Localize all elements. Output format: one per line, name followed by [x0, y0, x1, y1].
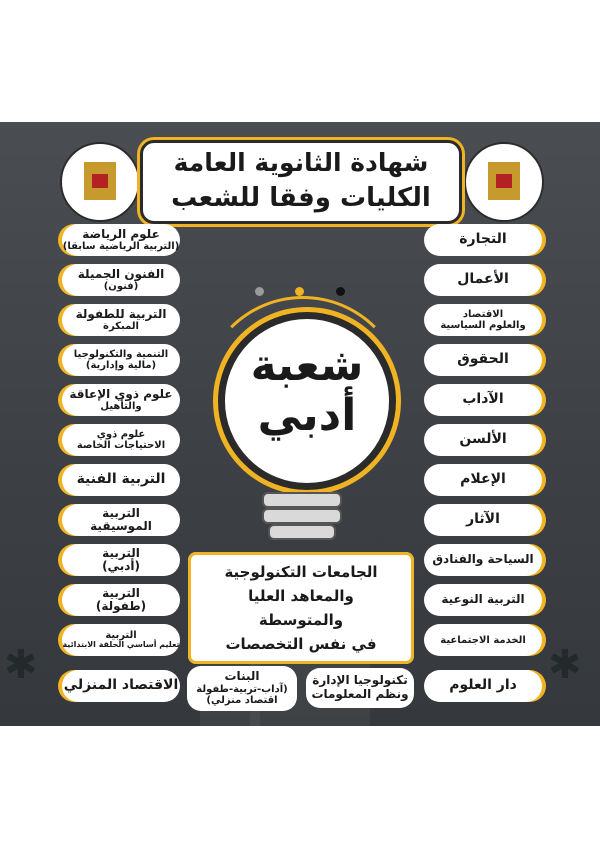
faculty-sub: اقتصاد منزلي) [206, 695, 278, 707]
faculty-left-7 [62, 464, 180, 496]
logo-left [60, 142, 140, 222]
faculty-left-9 [62, 544, 180, 576]
dot-black [336, 287, 345, 296]
info-line-1: الجامعات التكنولوجية [224, 563, 378, 581]
faculty-sub: الموسيقية [90, 519, 152, 533]
faculty-name: علوم ذوي [96, 429, 146, 440]
faculty-name: التربية الفنية [76, 471, 166, 488]
faculty-left-3 [62, 304, 180, 336]
bulb-word-1: شعبة [250, 340, 364, 391]
info-line-3: والمتوسطة [258, 611, 344, 629]
faculty-name: دار العلوم [449, 677, 517, 694]
faculty-name: الأعمال [457, 271, 509, 288]
shield-icon [92, 174, 108, 188]
logo-right [464, 142, 544, 222]
faculty-name: تكنولوجيا الإدارة [312, 673, 408, 688]
title-line-2: الكليات وفقا للشعب [171, 183, 431, 213]
palm-tree-icon: ✱ [548, 642, 582, 688]
faculty-name: التجارة [459, 231, 507, 248]
faculty-right-9 [424, 544, 542, 576]
faculty-left-12 [62, 670, 180, 702]
faculty-management-tech [306, 668, 414, 708]
faculty-sub: ونظم المعلومات [311, 687, 409, 701]
faculty-sub: (التربية الرياضية سابقا) [62, 241, 180, 253]
faculty-name: الآداب [462, 391, 504, 408]
faculty-name: التربية [105, 630, 137, 642]
faculty-name: الحقوق [457, 351, 509, 368]
info-line-2: والمعاهد العليا [248, 587, 354, 605]
faculty-name: التربية [102, 585, 140, 600]
faculty-name: الألسن [459, 431, 507, 448]
title-line-1: شهادة الثانوية العامة [173, 148, 429, 177]
faculty-name: البنات [224, 669, 260, 684]
faculty-sub: المبكرة [103, 321, 139, 333]
faculty-name: التربية [102, 545, 140, 560]
faculty-left-6 [62, 424, 180, 456]
shield-icon [496, 174, 512, 188]
faculty-right-1 [424, 224, 542, 256]
faculty-sub: والعلوم السياسية [440, 320, 526, 331]
faculty-left-5 [62, 384, 180, 416]
faculty-right-7 [424, 464, 542, 496]
faculty-name: التنمية والتكنولوجيا [73, 349, 169, 360]
title-box [140, 140, 462, 224]
faculty-name: الاقتصاد المنزلي [63, 677, 179, 694]
faculty-right-6 [424, 424, 542, 456]
faculty-name: علوم ذوي الإعاقة [69, 386, 173, 401]
faculty-sub: (أدبي) [102, 559, 140, 573]
bulb-word-2: أدبي [257, 390, 357, 441]
bulb-base-ring [268, 524, 336, 540]
faculty-right-2 [424, 264, 542, 296]
faculty-name: الخدمة الاجتماعية [440, 634, 526, 646]
faculty-left-1 [62, 224, 180, 256]
bulb [218, 312, 396, 490]
faculty-sub: (طفولة) [95, 599, 147, 613]
faculty-name: الفنون الجميلة [77, 266, 165, 281]
faculty-right-8 [424, 504, 542, 536]
poster [0, 122, 600, 726]
faculty-left-10 [62, 584, 180, 616]
faculty-right-3 [424, 304, 542, 336]
faculty-name: الآثار [466, 511, 500, 528]
faculty-girls [187, 666, 297, 711]
faculty-right-5 [424, 384, 542, 416]
faculty-sub: (آداب-تربية-طفولة [196, 683, 288, 695]
palm-tree-icon: ✱ [4, 642, 38, 688]
faculty-right-10 [424, 584, 542, 616]
faculty-sub: تعليم أساسي الحلقة الابتدائية [62, 640, 180, 650]
faculty-sub: (مالية وإدارية) [85, 360, 157, 371]
faculty-sub: الاحتياجات الخاصة [76, 440, 166, 451]
faculty-name: التربية للطفولة [75, 306, 167, 321]
faculty-name: علوم الرياضة [82, 226, 160, 241]
faculty-name: الاقتصاد [462, 309, 504, 320]
faculty-right-4 [424, 344, 542, 376]
faculty-left-8 [62, 504, 180, 536]
info-line-4: في نفس التخصصات [225, 635, 377, 653]
faculty-right-12 [424, 670, 542, 702]
faculty-name: التربية النوعية [441, 592, 525, 607]
faculty-name: التربية [102, 505, 140, 520]
faculty-name: السياحة والفنادق [432, 552, 534, 567]
bulb-base-ring [262, 492, 342, 508]
dot-gray [255, 287, 264, 296]
faculty-sub: (فنون) [103, 281, 139, 293]
faculty-left-2 [62, 264, 180, 296]
dot-yellow [295, 287, 304, 296]
faculty-right-11 [424, 624, 542, 656]
faculty-sub: والتأهيل [100, 401, 142, 413]
faculty-left-4 [62, 344, 180, 376]
faculty-left-11 [62, 624, 180, 656]
faculty-name: الإعلام [460, 471, 506, 488]
info-box [188, 552, 414, 664]
bulb-base-ring [262, 508, 342, 524]
